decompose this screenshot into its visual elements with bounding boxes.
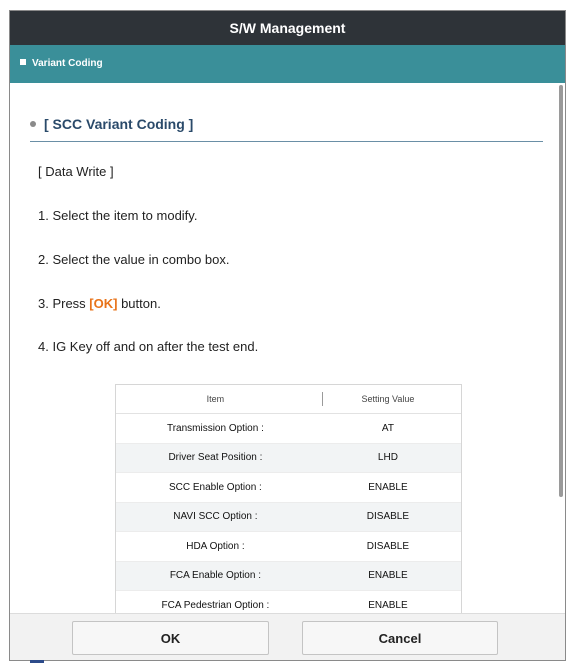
section-label: Variant Coding	[32, 58, 103, 69]
row-setting-value[interactable]: ENABLE	[368, 570, 408, 582]
variant-table	[115, 384, 462, 613]
corner-marker	[30, 660, 44, 663]
column-separator	[322, 392, 323, 406]
dialog-footer	[10, 613, 565, 661]
row-setting-value[interactable]: DISABLE	[366, 511, 410, 523]
table-row[interactable]	[116, 503, 461, 533]
row-item-label: SCC Enable Option :	[169, 481, 262, 493]
window-title: S/W Management	[10, 11, 565, 45]
row-item-label: FCA Enable Option :	[169, 570, 261, 582]
heading-text: [ SCC Variant Coding ]	[44, 116, 194, 132]
row-item-label: HDA Option :	[186, 540, 245, 552]
square-bullet-icon	[20, 59, 26, 65]
row-setting-value[interactable]: DISABLE	[366, 540, 410, 552]
instruction-step-2: 2. Select the value in combo box.	[38, 252, 230, 267]
row-item-label: NAVI SCC Option :	[173, 511, 258, 523]
table-row[interactable]	[116, 414, 461, 444]
instruction-step-1: 1. Select the item to modify.	[38, 208, 198, 223]
row-item-label: Driver Seat Position :	[168, 452, 263, 464]
row-item-label: FCA Pedestrian Option :	[161, 599, 270, 611]
sw-management-dialog	[9, 10, 566, 661]
row-item-label: Transmission Option :	[166, 422, 264, 434]
row-setting-value[interactable]: LHD	[377, 452, 398, 464]
content-scrollbar[interactable]	[556, 83, 566, 613]
content-heading	[30, 116, 193, 132]
table-row[interactable]	[116, 444, 461, 474]
row-setting-value[interactable]: ENABLE	[368, 599, 408, 611]
cancel-button[interactable]: Cancel	[302, 621, 498, 655]
data-write-label: [ Data Write ]	[38, 164, 114, 179]
table-header	[116, 385, 461, 414]
step-3-prefix: 3. Press	[38, 296, 90, 311]
table-row[interactable]	[116, 473, 461, 503]
table-row[interactable]	[116, 562, 461, 592]
instruction-step-4: 4. IG Key off and on after the test end.	[38, 339, 259, 354]
table-row[interactable]	[116, 591, 461, 613]
section-header	[10, 45, 565, 83]
heading-divider	[30, 141, 543, 142]
step-3-suffix: button.	[117, 296, 161, 311]
scrollbar-thumb[interactable]	[559, 85, 563, 497]
table-row[interactable]	[116, 532, 461, 562]
column-header-item: Item	[206, 394, 225, 404]
bullet-dot-icon	[30, 121, 36, 127]
row-setting-value[interactable]: AT	[381, 422, 394, 434]
ok-button[interactable]: OK	[72, 621, 269, 655]
ok-highlight: [OK]	[89, 296, 118, 311]
column-header-setting-value: Setting Value	[361, 394, 415, 404]
row-setting-value[interactable]: ENABLE	[368, 481, 408, 493]
content-panel	[10, 83, 555, 613]
instruction-step-3	[38, 296, 161, 311]
